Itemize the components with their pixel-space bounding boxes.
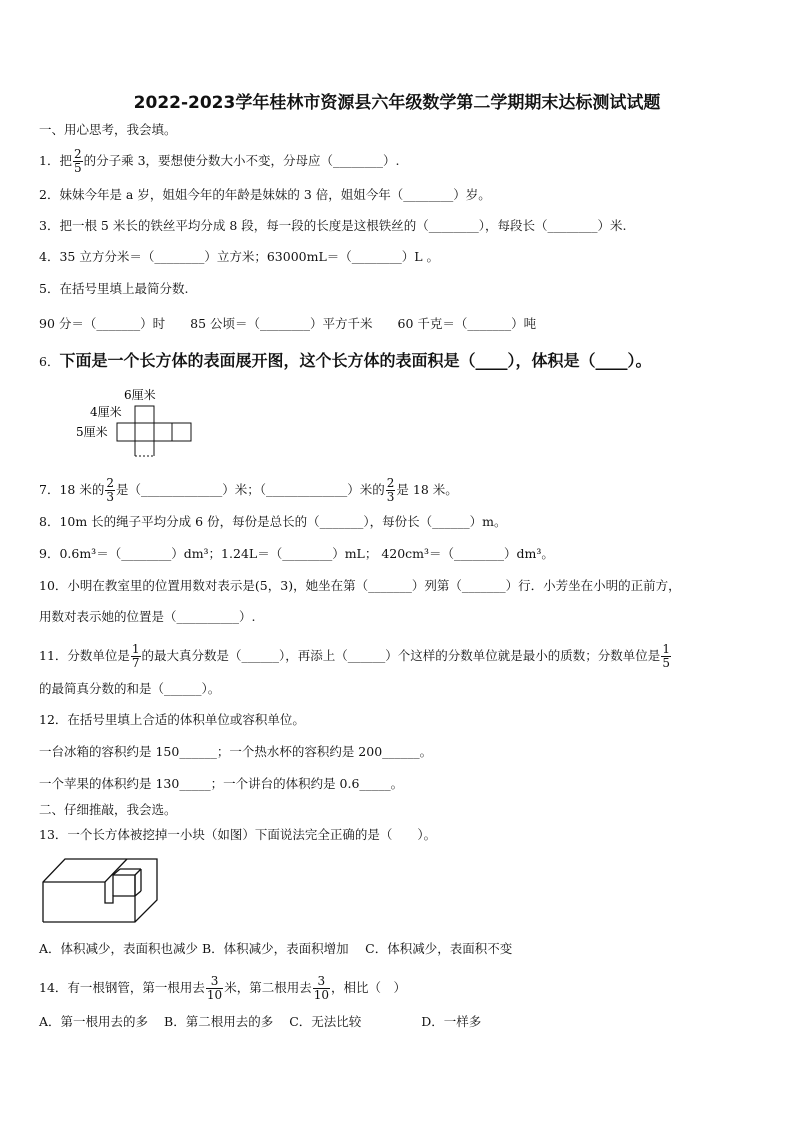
question-8: 8．10m 长的绳子平均分成 6 份，每份是总长的（_______），每份长（______）m。: [39, 514, 507, 529]
question-5: 5．在括号里填上最简分数.: [39, 281, 189, 296]
cuboid-net-figure: [72, 386, 207, 461]
question-12: 12．在括号里填上合适的体积单位或容积单位。: [39, 712, 305, 727]
question-12-line-a: 一台冰箱的容积约是 150______；一个热水杯的容积约是 200______。: [39, 744, 433, 759]
question-10-line-1: 10．小明在教室里的位置用数对表示是(5，3)，她坐在第（_______）列第（_______）行．小芳坐在小明的正前方，: [39, 578, 681, 593]
question-6: 6．下面是一个长方体的表面展开图，这个长方体的表面积是（____），体积是（____）。: [39, 351, 652, 370]
section-1-heading: 一、用心思考，我会填。: [39, 122, 177, 137]
question-13-options: A．体积减少，表面积也减少 B．体积减少，表面积增加 C．体积减少，表面积不变: [39, 941, 513, 956]
question-3: 3．把一根 5 米长的铁丝平均分成 8 段，每一段的长度是这根铁丝的（________），每段长（________）米.: [39, 218, 627, 233]
page-title: 2022-2023学年桂林市资源县六年级数学第二学期期末达标测试试题: [133, 93, 661, 113]
question-11-line-2: 的最简真分数的和是（______）。: [39, 681, 221, 696]
question-10-line-2: 用数对表示她的位置是（__________）.: [39, 609, 256, 624]
fraction: $\frac{2}{3}$: [386, 476, 395, 504]
question-11: 11．分数单位是 $\frac{1}{7}$ 的最大真分数是（______），再添上（______）个这样的分数单位就是最小的质数；分数单位是 $\frac{1}{5}$: [39, 642, 670, 670]
question-14-options: [39, 1013, 481, 1031]
question-14: 14．有一根钢管，第一根用去 $\frac{3}{10}$ 米，第二根用去 $\frac{3}{10}$ ，相比（ ）: [39, 974, 407, 1002]
fraction: $\frac{3}{10}$: [206, 974, 223, 1002]
question-1: 1．把 $\frac{2}{5}$ 的分子乘 3，要想使分数大小不变，分母应（________）.: [39, 147, 400, 175]
option-d: D．一样多: [421, 1014, 482, 1029]
option-c: C．无法比较: [289, 1014, 362, 1029]
question-12-line-b: 一个苹果的体积约是 130_____；一个讲台的体积约是 0.6_____。: [39, 776, 404, 791]
question-7: 7．18 米的 $\frac{2}{3}$ 是（_____________）米；（_____________）米的 $\frac{2}{3}$ 是 18 米。: [39, 476, 458, 504]
question-4: 4．35 立方分米＝（________）立方米；63000mL＝（________）L 。: [39, 249, 440, 264]
option-a: A．第一根用去的多: [39, 1014, 149, 1029]
fraction: $\frac{3}{10}$: [313, 974, 329, 1002]
question-9: 9．0.6m³＝（________）dm³；1.24L＝（________）mL； 420cm³＝（________）dm³。: [39, 546, 554, 561]
cuboid-cutout-figure: [40, 855, 160, 927]
fraction: $\frac{2}{5}$: [73, 147, 82, 175]
section-2-heading: 二、仔细推敲，我会选。: [39, 802, 177, 817]
fraction: $\frac{2}{3}$: [106, 476, 114, 504]
net-label-mid: 4厘米: [90, 405, 122, 419]
fraction: $\frac{1}{7}$: [131, 642, 140, 670]
net-label-top: 6厘米: [124, 388, 156, 402]
fraction: $\frac{1}{5}$: [662, 642, 670, 670]
question-2: 2．妹妹今年是 a 岁，姐姐今年的年龄是妹妹的 3 倍，姐姐今年（________）岁。: [39, 187, 491, 202]
net-label-bot: 5厘米: [76, 425, 108, 439]
question-13: 13．一个长方体被挖掉一小块（如图）下面说法完全正确的是（ ）。: [39, 827, 437, 842]
option-b: B．第二根用去的多: [164, 1014, 274, 1029]
question-5-items: 90 分＝（_______）时 85 公顷＝（________）平方千米 60 千克＝（_______）吨: [39, 316, 537, 331]
